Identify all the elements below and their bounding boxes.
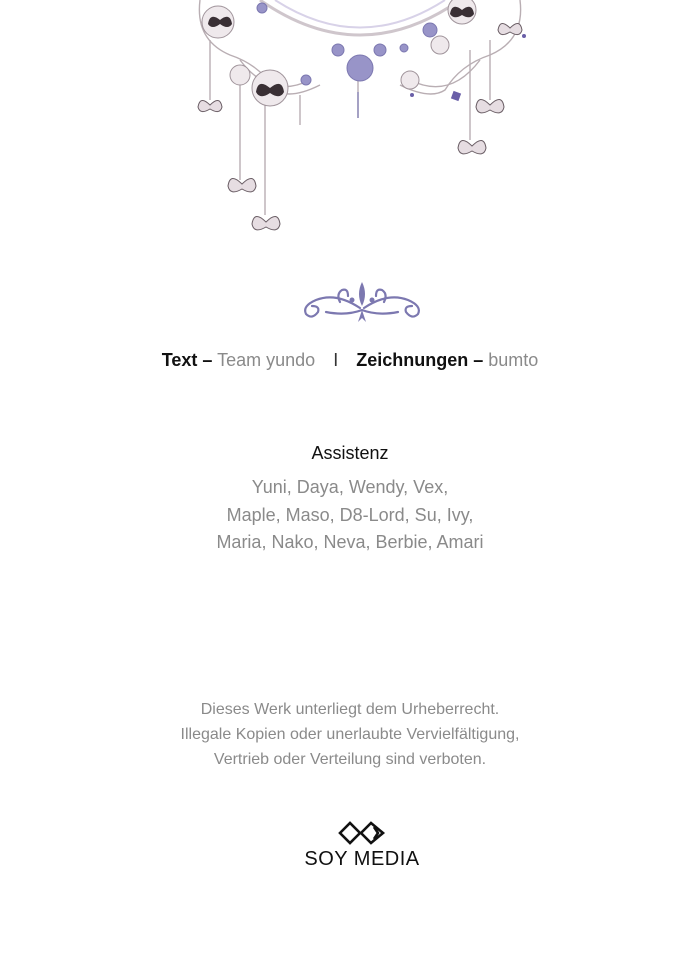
publisher-name: SOY MEDIA xyxy=(304,848,420,870)
art-credit-name: bumto xyxy=(488,350,539,370)
assistants-line: Yuni, Daya, Wendy, Vex, xyxy=(251,477,449,497)
publisher-logo xyxy=(300,820,424,876)
art-credit-dash: – xyxy=(473,350,484,370)
copyright-line: Dieses Werk unterliegt dem Urheberrecht. xyxy=(200,701,500,718)
assistants-line: Maple, Maso, D8-Lord, Su, Ivy, xyxy=(226,504,474,525)
assistants-heading: Assistenz xyxy=(311,443,389,463)
copyright-notice xyxy=(0,697,700,772)
butterfly-ornament-illustration xyxy=(180,0,540,245)
text-credit-role: Text xyxy=(161,350,198,370)
soy-media-logo-icon xyxy=(337,820,387,848)
creator-credits xyxy=(0,347,700,373)
copyright-line: Vertrieb oder Verteilung sind verboten. xyxy=(213,751,487,768)
copyright-line: Illegale Kopien oder unerlaubte Vervielfältigung, xyxy=(180,726,520,743)
assistants-list xyxy=(0,474,700,557)
text-credit-name: Team yundo xyxy=(217,350,316,370)
assistants-line: Maria, Nako, Neva, Berbie, Amari xyxy=(216,532,484,552)
art-credit-role: Zeichnungen xyxy=(356,350,469,370)
text-credit-dash: – xyxy=(202,350,213,370)
credit-separator: I xyxy=(333,350,339,370)
flourish-divider-icon xyxy=(296,280,428,326)
